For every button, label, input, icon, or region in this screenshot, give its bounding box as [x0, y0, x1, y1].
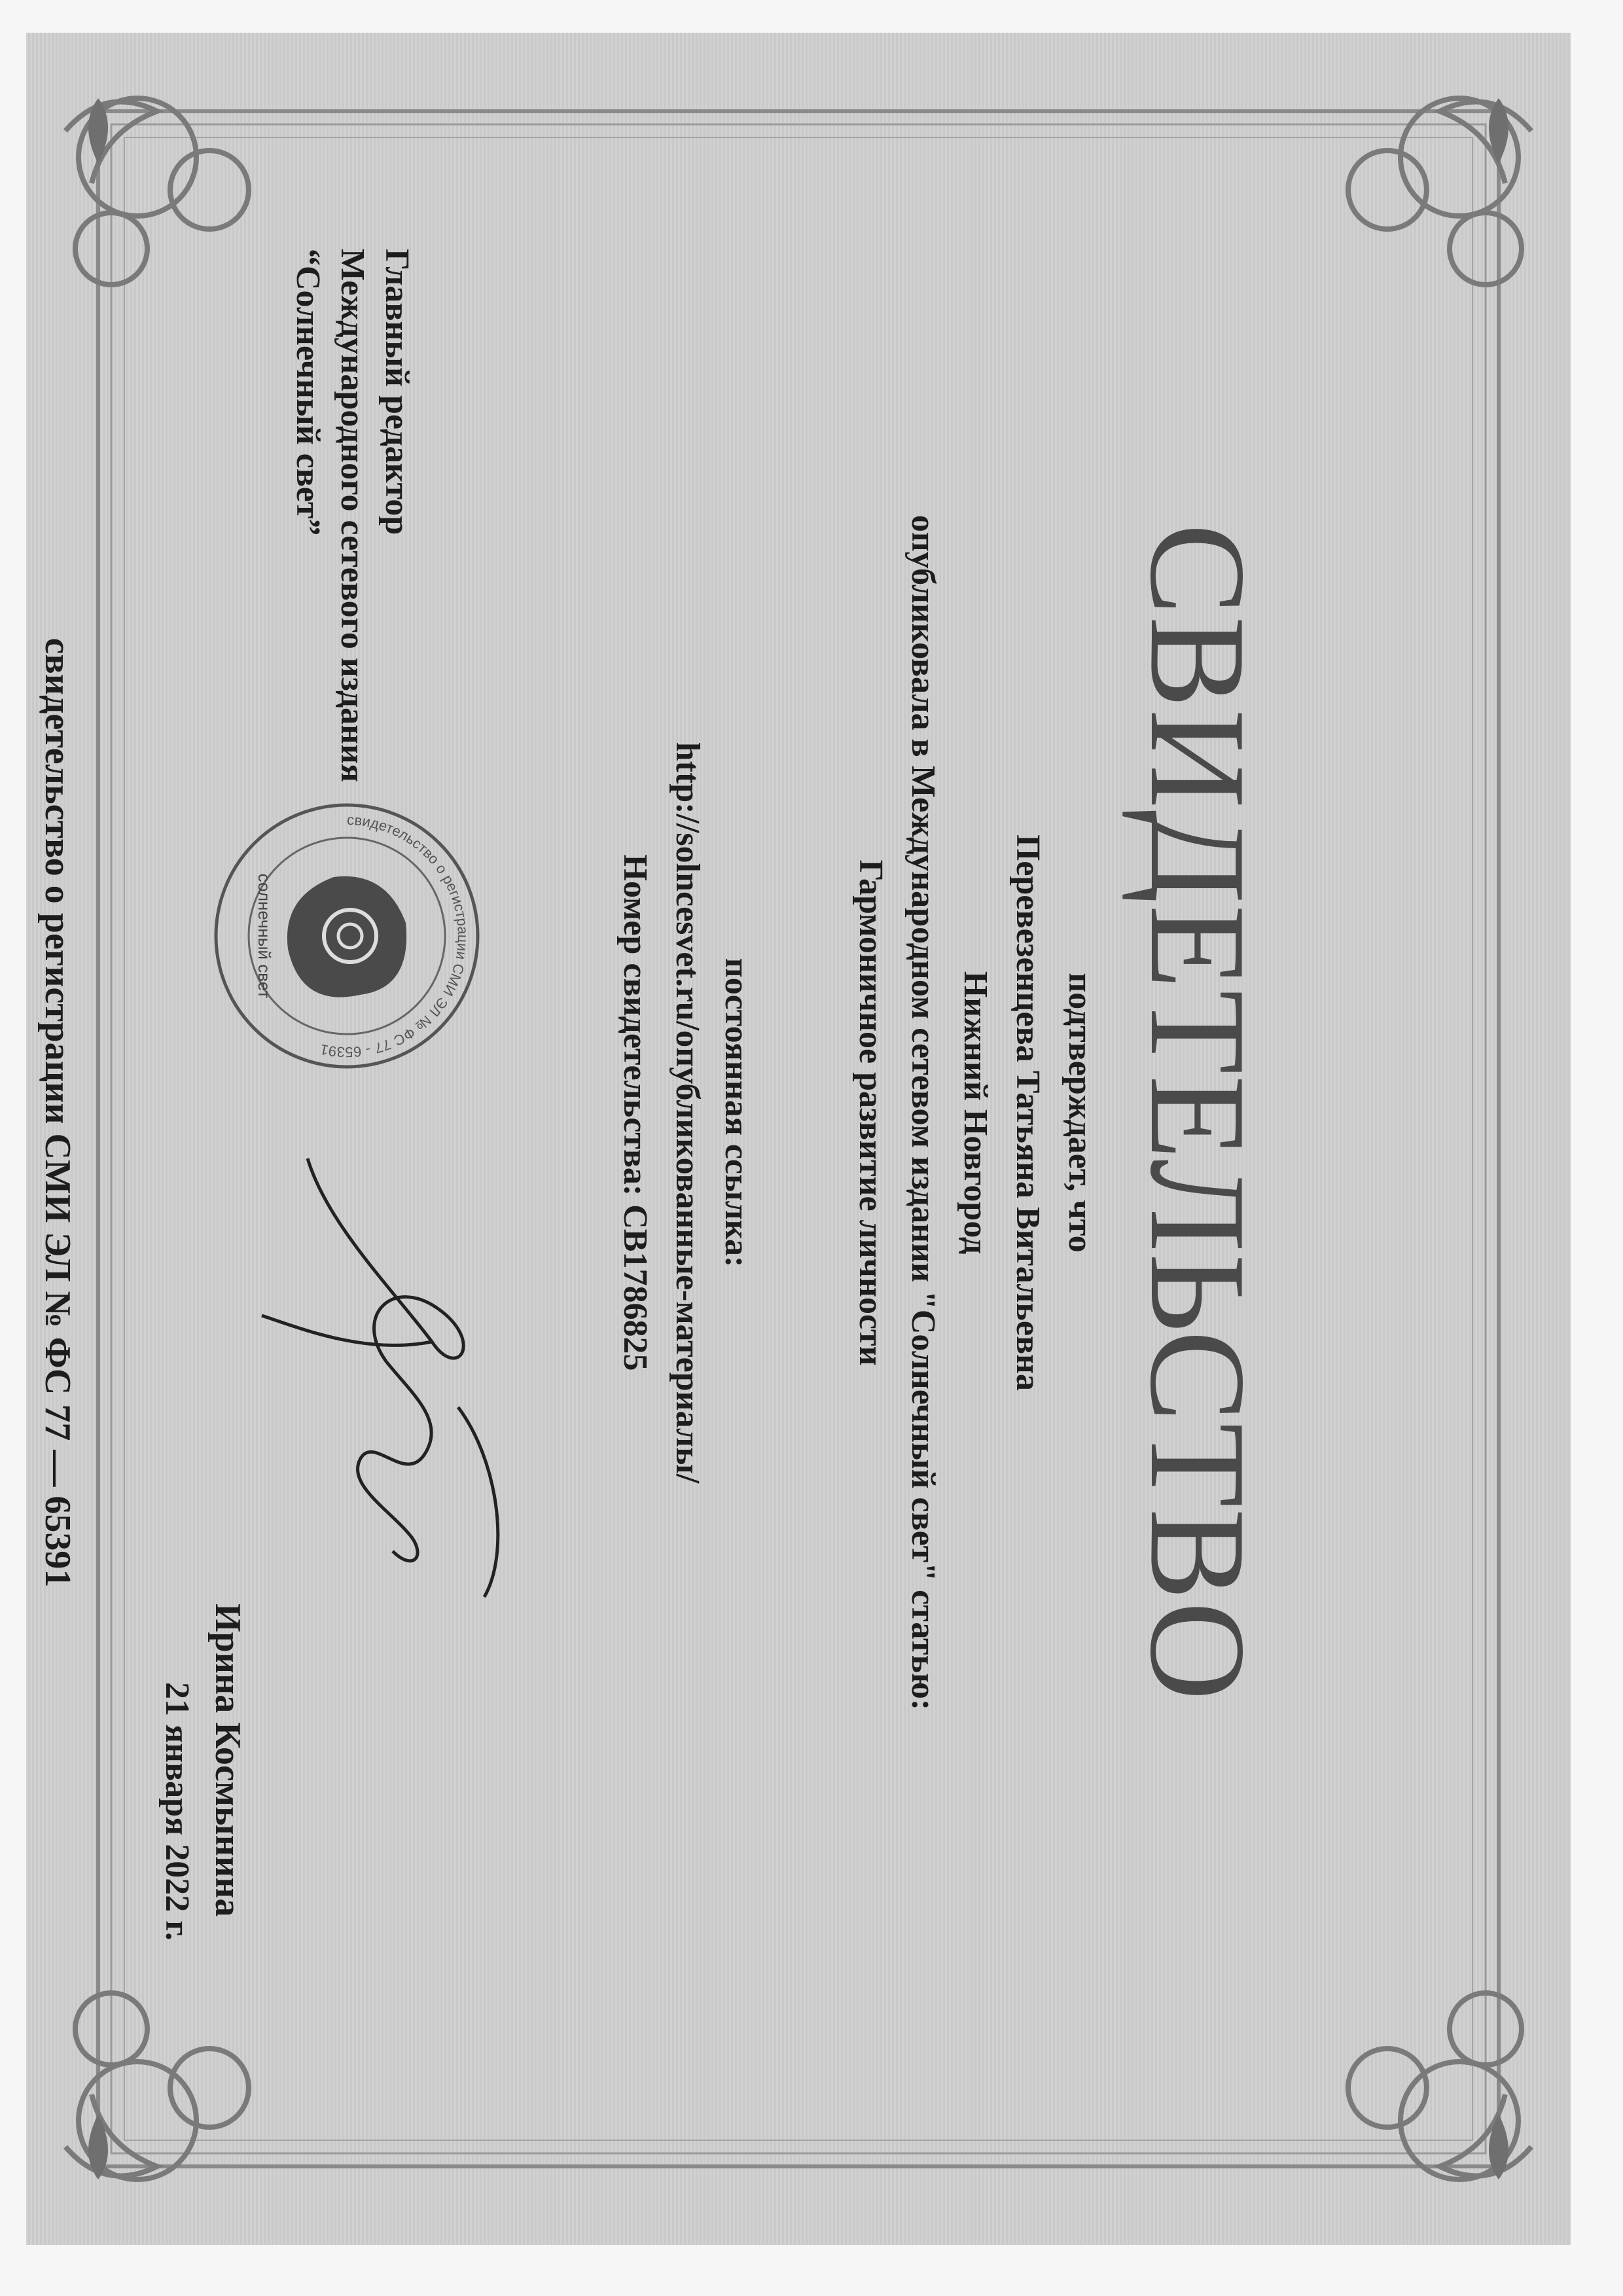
issue-date: 21 января 2022 г. [158, 1682, 196, 1941]
article-title: Гармоничное развитие личности [852, 859, 889, 1366]
registration-info: свидетельство о регистрации СМИ ЭЛ № ФС 77 — 65391 [37, 637, 78, 1588]
link-label: постоянная ссылка: [718, 958, 755, 1268]
confirms-text: подтверждает, что [1061, 973, 1099, 1253]
editor-line: Международного сетевого издания [334, 249, 371, 783]
editor-name: Ирина Космынина [207, 1604, 248, 1917]
recipient-city: Нижний Новгород [957, 971, 994, 1255]
publisher-stamp [209, 798, 484, 1073]
certificate-title: СВИДЕТЕЛЬСТВО [1122, 523, 1274, 1702]
certificate-content [0, 33, 1466, 2193]
editor-title [285, 249, 419, 782]
stamp-outer-text: свидетельство о регистрации СМИ ЭЛ № ФС 77 - 65391 [318, 811, 472, 1061]
certificate-number: Номер свидетельства: СВ1786825 [616, 854, 654, 1371]
publication-statement: опубликовала в Международном сетевом издании "Солнечный свет" статью: [904, 514, 942, 1711]
signature [249, 1145, 524, 1604]
stamp-inner-text: солнечный свет [255, 873, 274, 999]
permanent-link: http://solncesvet.ru/опубликованные-материалы/ [669, 742, 706, 1484]
editor-line: “Солнечный свет” [289, 249, 327, 536]
editor-line: Главный редактор [378, 249, 416, 535]
recipient-name: Перевезенцева Татьяна Витальевна [1009, 834, 1046, 1391]
